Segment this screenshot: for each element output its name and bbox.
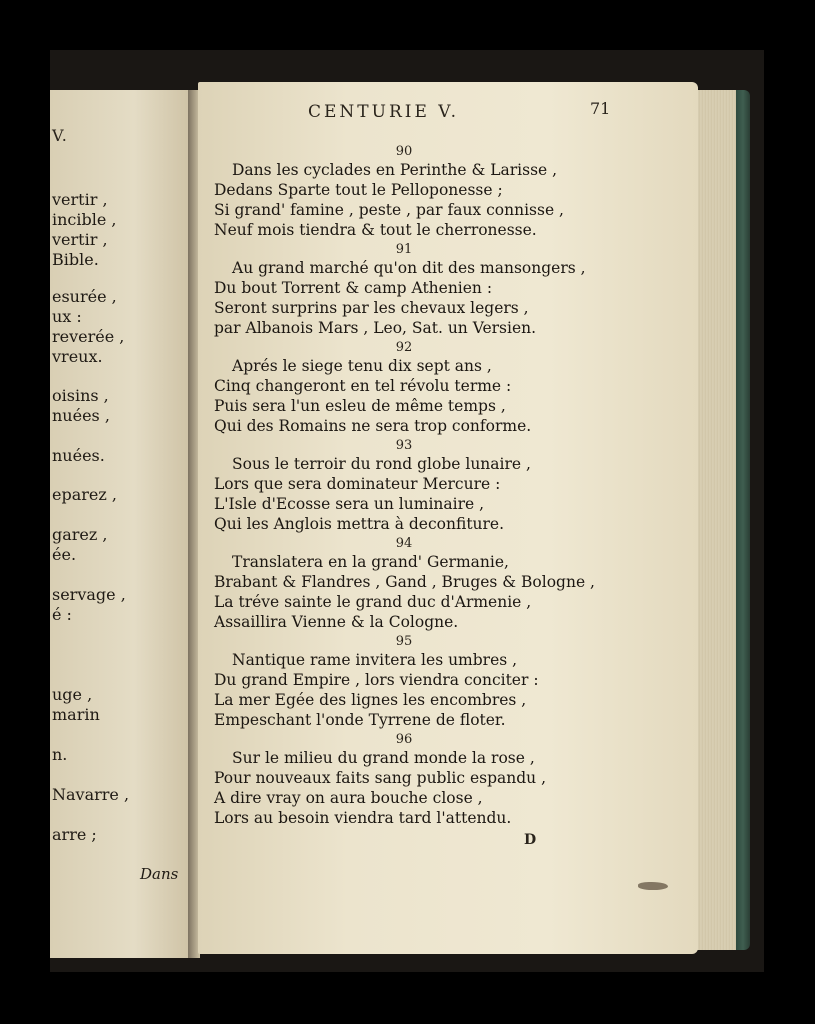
verse-line: Du bout Torrent & camp Athenien : (214, 279, 493, 297)
right-page (198, 82, 698, 954)
verse-line: Lors au besoin viendra tard l'attendu. (214, 809, 512, 827)
quatrain-number: 92 (395, 340, 413, 355)
verse-line: Puis sera l'un esleu de même temps , (214, 397, 506, 415)
verse-line: La tréve sainte le grand duc d'Armenie , (214, 593, 532, 611)
left-line: esurée , (52, 287, 117, 306)
left-line: ux : (52, 307, 82, 326)
verse-line: Qui les Anglois mettra à deconfiture. (214, 515, 505, 533)
left-line: é : (52, 605, 72, 624)
left-line: Navarre , (52, 785, 130, 804)
left-line: ée. (52, 545, 77, 564)
quatrain (214, 340, 594, 436)
verse-line: Du grand Empire , lors viendra conciter : (214, 671, 539, 689)
quatrain (214, 438, 594, 534)
quatrain (214, 732, 594, 828)
quatrain-number: 96 (395, 732, 413, 747)
verse-line: La mer Egée des lignes les encombres , (214, 691, 527, 709)
quatrain-number: 95 (395, 634, 413, 649)
page-number: 71 (590, 99, 611, 118)
left-line: reverée , (52, 327, 125, 346)
quatrain (214, 634, 594, 730)
left-line: servage , (52, 585, 126, 604)
left-line: incible , (52, 210, 117, 229)
signature-mark: D (524, 832, 537, 848)
left-line: vertir , (52, 190, 108, 209)
verse-line: Neuf mois tiendra & tout le cherronesse. (214, 221, 537, 239)
left-line: garez , (52, 525, 108, 544)
verse-line: Nantique rame invitera les umbres , (232, 651, 518, 669)
left-page-header: V. (52, 126, 68, 145)
left-line: marin (52, 705, 100, 724)
verse-line: Qui des Romains ne sera trop conforme. (214, 417, 532, 435)
quatrain (214, 536, 594, 632)
verse-line: Seront surprins par les chevaux legers , (214, 299, 529, 317)
verse-line: Sur le milieu du grand monde la rose , (232, 749, 535, 767)
left-line: vertir , (52, 230, 108, 249)
quatrain-number: 90 (395, 144, 413, 159)
verse-line: Translatera en la grand' Germanie, (232, 553, 509, 571)
left-line: nuées , (52, 406, 110, 425)
verse-line: Au grand marché qu'on dit des mansongers , (232, 259, 586, 277)
verse-line: Assaillira Vienne & la Cologne. (214, 613, 459, 631)
left-line: nuées. (52, 446, 105, 465)
quatrain (214, 144, 594, 240)
left-line: uge , (52, 685, 93, 704)
verse-line: Pour nouveaux faits sang public espandu , (214, 769, 547, 787)
verse-line: par Albanois Mars , Leo, Sat. un Versien. (214, 319, 537, 337)
verse-line: L'Isle d'Ecosse sera un luminaire , (214, 495, 485, 513)
left-line: vreux. (52, 347, 103, 366)
verse-line: Aprés le siege tenu dix sept ans , (232, 357, 492, 375)
left-catchword: Dans (140, 865, 179, 883)
left-page (50, 90, 192, 958)
running-head: CENTURIE V. (308, 102, 459, 122)
book-cover-edge (736, 90, 750, 950)
left-line: eparez , (52, 485, 117, 504)
verse-line: Sous le terroir du rond globe lunaire , (232, 455, 531, 473)
verse-line: A dire vray on aura bouche close , (214, 789, 483, 807)
quatrain-number: 91 (395, 242, 413, 257)
quatrain (214, 242, 594, 338)
left-line: n. (52, 745, 68, 764)
verse-line: Dedans Sparte tout le Pelloponesse ; (214, 181, 503, 199)
verse-line: Dans les cyclades en Perinthe & Larisse , (232, 161, 558, 179)
book-scan (50, 50, 764, 972)
quatrain-number: 93 (395, 438, 413, 453)
left-line: oisins , (52, 386, 109, 405)
verse-line: Si grand' famine , peste , par faux connisse , (214, 201, 564, 219)
left-line: arre ; (52, 825, 97, 844)
verse-line: Brabant & Flandres , Gand , Bruges & Bologne , (214, 573, 595, 591)
left-line: Bible. (52, 250, 99, 269)
ink-smudge (638, 882, 668, 890)
verse-line: Empeschant l'onde Tyrrene de floter. (214, 711, 506, 729)
verse-line: Lors que sera dominateur Mercure : (214, 475, 501, 493)
verse-line: Cinq changeront en tel révolu terme : (214, 377, 512, 395)
quatrain-number: 94 (395, 536, 413, 551)
